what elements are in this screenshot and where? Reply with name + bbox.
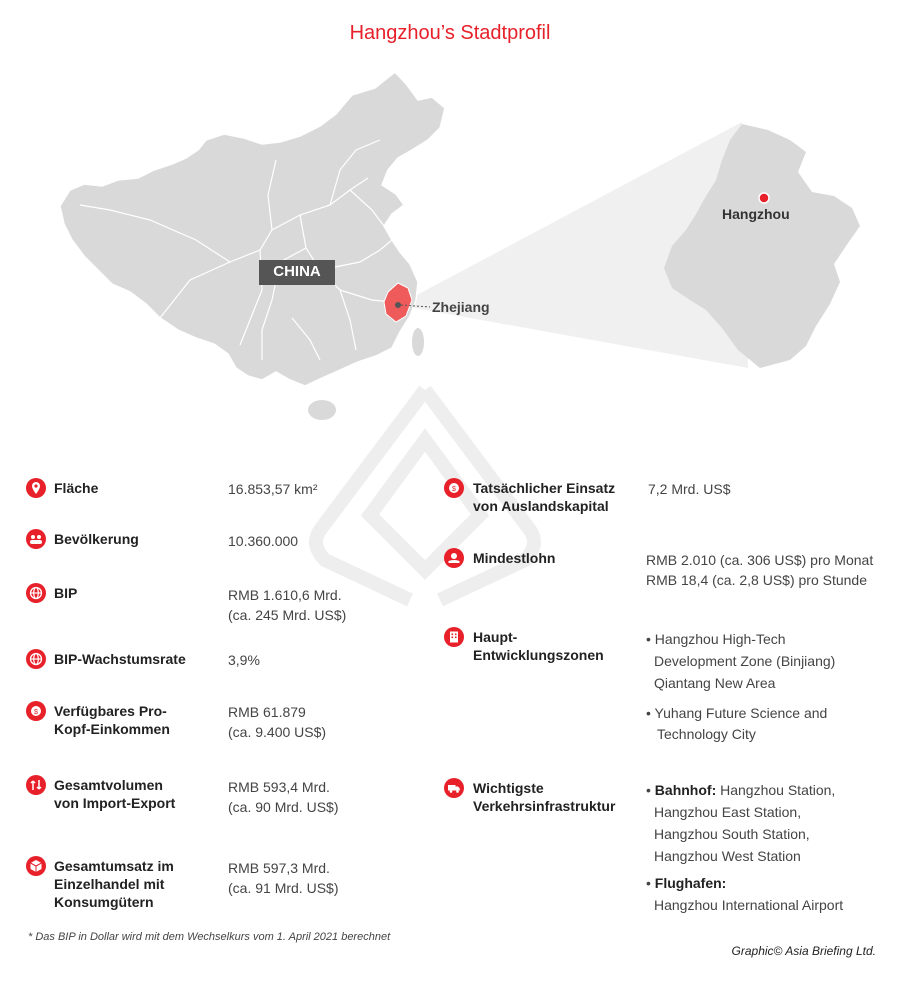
zones-label-line2: Entwicklungszonen xyxy=(473,647,604,663)
import-export-arrows-icon xyxy=(26,775,46,795)
rail-station-1: Hangzhou Station, xyxy=(720,782,836,798)
trade-label-line2: von Import-Export xyxy=(54,795,176,811)
income-value: RMB 61.879 xyxy=(228,704,306,720)
population-label: Bevölkerung xyxy=(54,531,139,547)
transport-label-line1: Wichtigste xyxy=(473,780,544,796)
income-label-line2: Kopf-Einkommen xyxy=(54,721,170,737)
area-label: Fläche xyxy=(54,480,99,496)
svg-text:$: $ xyxy=(34,709,38,716)
zone-qiantang: Qiantang New Area xyxy=(654,675,776,691)
china-mainland xyxy=(60,72,445,386)
rail-station-2: Hangzhou East Station, xyxy=(654,804,802,820)
gdp-growth-value: 3,9% xyxy=(228,652,260,668)
zone-binjiang-line2: Development Zone (Binjiang) xyxy=(654,653,836,669)
trade-value: RMB 593,4 Mrd. xyxy=(228,779,330,795)
airport-heading-line: • Flughafen: xyxy=(646,875,727,891)
svg-text:$: $ xyxy=(452,486,456,493)
rail-station-4: Hangzhou West Station xyxy=(654,848,801,864)
zone-binjiang-line1: • Hangzhou High-Tech xyxy=(646,631,786,647)
retail-label-line2: Einzelhandel mit xyxy=(54,876,165,892)
people-icon xyxy=(26,529,46,549)
transport-label-line2: Verkehrsinfrastruktur xyxy=(473,798,616,814)
retail-label-line3: Konsumgütern xyxy=(54,894,154,910)
coin-icon xyxy=(444,478,464,498)
building-icon xyxy=(444,627,464,647)
zone-yuhang-line2: Technology City xyxy=(657,726,756,742)
retail-usd-value: (ca. 91 Mrd. US$) xyxy=(228,880,339,896)
globe-icon xyxy=(26,583,46,603)
gdp-label: BIP xyxy=(54,585,78,601)
wage-hand-icon xyxy=(444,548,464,568)
china-label: CHINA xyxy=(273,263,321,280)
rail-station-3: Hangzhou South Station, xyxy=(654,826,810,842)
airport-value: Hangzhou International Airport xyxy=(654,897,844,913)
fdi-label-line2: von Auslandskapital xyxy=(473,498,609,514)
zones-label-line1: Haupt- xyxy=(473,629,518,645)
rail-heading: Bahnhof: xyxy=(654,782,717,798)
trade-usd-value: (ca. 90 Mrd. US$) xyxy=(228,799,339,815)
retail-value: RMB 597,3 Mrd. xyxy=(228,860,330,876)
hangzhou-dot xyxy=(759,193,769,203)
taiwan-island xyxy=(412,328,424,356)
fdi-label-line1: Tatsächlicher Einsatz xyxy=(473,480,616,496)
gdp-value: RMB 1.610,6 Mrd. xyxy=(228,587,342,603)
min-wage-label: Mindestlohn xyxy=(473,550,556,566)
income-usd-value: (ca. 9.400 US$) xyxy=(228,724,327,740)
box-icon xyxy=(26,856,46,876)
credit: Graphic© Asia Briefing Ltd. xyxy=(731,944,876,958)
zhejiang-label: Zhejiang xyxy=(432,299,490,315)
airport-heading: Flughafen: xyxy=(654,875,727,891)
retail-label-line1: Gesamtumsatz im xyxy=(54,858,174,874)
area-value: 16.853,57 km² xyxy=(228,481,318,497)
income-label-line1: Verfügbares Pro- xyxy=(54,703,167,719)
gdp-growth-label: BIP-Wachstumsrate xyxy=(54,651,186,667)
coin-icon xyxy=(26,701,46,721)
trade-label-line1: Gesamtvolumen xyxy=(54,777,163,793)
rail-first-line: • Bahnhof: Hangzhou Station, xyxy=(646,782,836,798)
min-wage-monthly: RMB 2.010 (ca. 306 US$) pro Monat xyxy=(646,552,874,568)
footnote: * Das BIP in Dollar wird mit dem Wechselkurs vom 1. April 2021 berechnet xyxy=(28,931,391,943)
gdp-usd-value: (ca. 245 Mrd. US$) xyxy=(228,607,347,623)
population-value: 10.360.000 xyxy=(228,533,299,549)
page-title: Hangzhou’s Stadtprofil xyxy=(349,22,551,44)
truck-icon xyxy=(444,778,464,798)
fdi-value: 7,2 Mrd. US$ xyxy=(648,481,731,497)
hangzhou-label: Hangzhou xyxy=(722,206,790,222)
min-wage-hourly: RMB 18,4 (ca. 2,8 US$) pro Stunde xyxy=(646,572,867,588)
globe-icon xyxy=(26,649,46,669)
location-pin-icon xyxy=(26,478,46,498)
zone-yuhang-line1: • Yuhang Future Science and xyxy=(646,705,828,721)
